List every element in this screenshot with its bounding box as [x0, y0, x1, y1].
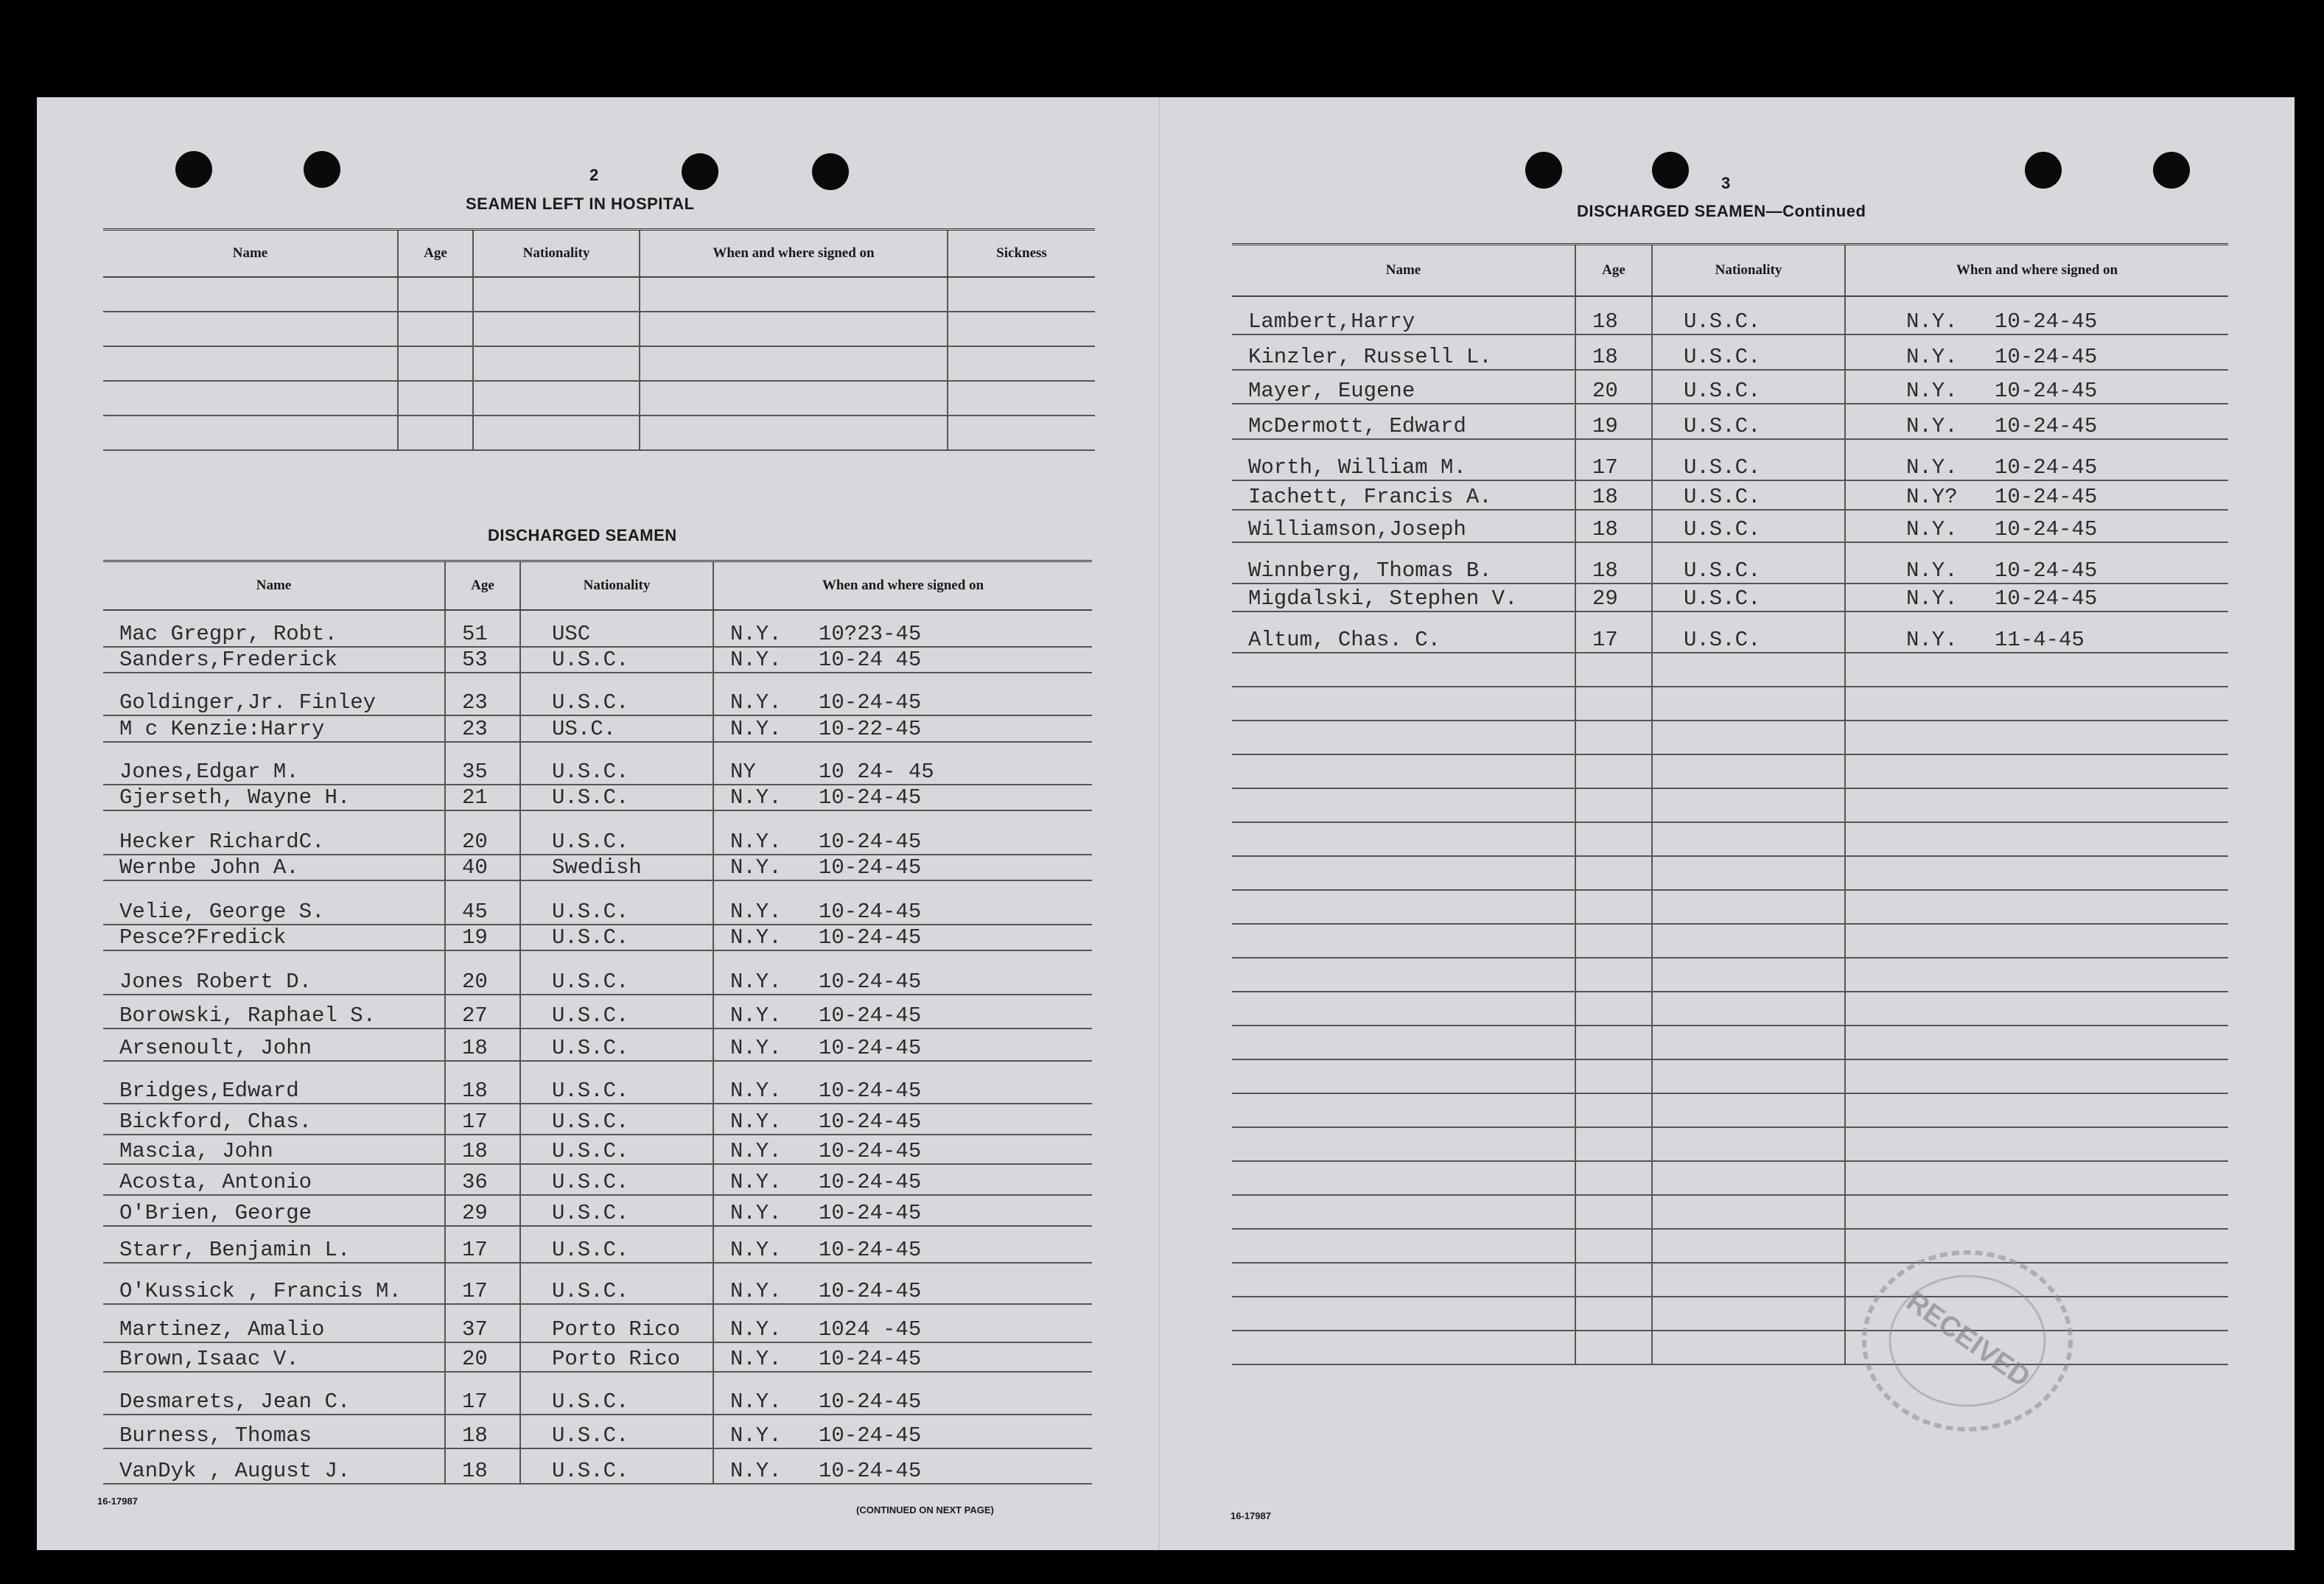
table-row — [1232, 687, 2228, 721]
seaman-signed-on: N.Y. 10?23-45 — [713, 610, 1092, 647]
seaman-nationality: U.S.C. — [520, 742, 713, 785]
table-row — [1232, 653, 2228, 687]
punch-hole — [682, 153, 718, 190]
seaman-nationality: U.S.C. — [1652, 296, 1845, 334]
col-header-sickness: Sickness — [948, 230, 1095, 277]
seaman-age: 17 — [445, 1104, 520, 1135]
table-row — [103, 1415, 1092, 1448]
seaman-name: Brown,Isaac V. — [103, 1342, 445, 1372]
table-row — [1232, 924, 2228, 958]
table-row — [1232, 1229, 2228, 1263]
table-row — [1232, 296, 2228, 334]
seaman-nationality: U.S.C. — [520, 1263, 713, 1304]
table-row — [103, 810, 1092, 855]
seaman-name: Burness, Thomas — [103, 1415, 445, 1448]
table-row — [103, 925, 1092, 950]
seaman-name: Iachett, Francis A. — [1232, 480, 1575, 510]
seaman-nationality: U.S.C. — [520, 1104, 713, 1135]
seaman-nationality: USC — [520, 610, 713, 647]
table-row — [103, 950, 1092, 995]
seaman-age: 21 — [445, 785, 520, 810]
seaman-age: 18 — [445, 1448, 520, 1484]
seaman-name: Migdalski, Stephen V. — [1232, 584, 1575, 611]
table-row — [1232, 439, 2228, 480]
seaman-signed-on: N.Y. 11-4-45 — [1845, 611, 2228, 653]
seaman-age: 23 — [445, 673, 520, 715]
seaman-age: 40 — [445, 855, 520, 880]
seaman-age: 20 — [1575, 370, 1652, 404]
seaman-nationality: U.S.C. — [520, 925, 713, 950]
seaman-signed-on: N.Y. 10-24-45 — [1845, 334, 2228, 370]
seaman-name: Sanders,Frederick — [103, 647, 445, 673]
seaman-name: Winnberg, Thomas B. — [1232, 542, 1575, 584]
seaman-nationality: U.S.C. — [1652, 370, 1845, 404]
seaman-signed-on: N.Y. 10-24-45 — [713, 785, 1092, 810]
table-row — [103, 715, 1092, 742]
table-row — [103, 1061, 1092, 1104]
seaman-signed-on: N.Y. 10-24-45 — [713, 1415, 1092, 1448]
seaman-signed-on: N.Y. 10-24-45 — [1845, 439, 2228, 480]
table-row — [103, 416, 1095, 450]
hospital-section-title: SEAMEN LEFT IN HOSPITAL — [466, 195, 695, 213]
table-row — [1232, 1127, 2228, 1161]
seaman-signed-on: N.Y. 10-24-45 — [713, 1195, 1092, 1226]
punch-hole — [175, 151, 212, 188]
seaman-nationality: U.S.C. — [1652, 334, 1845, 370]
seaman-nationality: Swedish — [520, 855, 713, 880]
table-row — [1232, 856, 2228, 890]
seaman-signed-on: N.Y. 10-24-45 — [713, 1226, 1092, 1263]
table-row — [103, 855, 1092, 880]
seaman-signed-on: N.Y. 10-24-45 — [1845, 542, 2228, 584]
seaman-age: 18 — [445, 1061, 520, 1104]
discharged-section-title: DISCHARGED SEAMEN — [488, 526, 677, 544]
col-header-age: Age — [445, 561, 520, 610]
table-row — [103, 742, 1092, 785]
seaman-name: VanDyk , August J. — [103, 1448, 445, 1484]
seaman-name: Borowski, Raphael S. — [103, 995, 445, 1028]
seaman-age: 27 — [445, 995, 520, 1028]
table-row — [103, 1195, 1092, 1226]
table-row — [103, 312, 1095, 346]
received-stamp — [1857, 1245, 2078, 1437]
seaman-nationality: U.S.C. — [1652, 510, 1845, 542]
table-row — [103, 673, 1092, 715]
seaman-signed-on: N.Y. 10-24-45 — [713, 1061, 1092, 1104]
table-row — [1232, 721, 2228, 754]
seaman-age: 18 — [1575, 542, 1652, 584]
seaman-nationality: U.S.C. — [520, 1164, 713, 1195]
seaman-nationality: U.S.C. — [520, 1372, 713, 1415]
table-row — [1232, 611, 2228, 653]
seaman-signed-on: N.Y. 10-24-45 — [713, 995, 1092, 1028]
seaman-signed-on: N.Y. 10-24-45 — [713, 925, 1092, 950]
seaman-signed-on: N.Y. 10-24-45 — [1845, 584, 2228, 611]
table-row — [1232, 958, 2228, 992]
seaman-signed-on: N.Y. 10-24-45 — [713, 810, 1092, 855]
col-header-signed-on: When and where signed on — [640, 230, 948, 277]
table-row — [1232, 1263, 2228, 1297]
table-row — [1232, 822, 2228, 856]
seaman-nationality: U.S.C. — [520, 1061, 713, 1104]
seaman-age: 18 — [445, 1135, 520, 1164]
seaman-signed-on: N.Y. 10-24-45 — [713, 880, 1092, 925]
seaman-name: Jones,Edgar M. — [103, 742, 445, 785]
col-header-age: Age — [1575, 245, 1652, 296]
seaman-age: 36 — [445, 1164, 520, 1195]
seaman-nationality: U.S.C. — [1652, 584, 1845, 611]
seaman-nationality: U.S.C. — [1652, 439, 1845, 480]
seaman-nationality: U.S.C. — [520, 950, 713, 995]
seaman-age: 17 — [1575, 611, 1652, 653]
seaman-name: Desmarets, Jean C. — [103, 1372, 445, 1415]
seaman-name: Mayer, Eugene — [1232, 370, 1575, 404]
form-number-left: 16-17987 — [97, 1496, 138, 1507]
col-header-name: Name — [103, 561, 445, 610]
table-row — [103, 880, 1092, 925]
table-row — [1232, 542, 2228, 584]
seaman-signed-on: N.Y. 10-24-45 — [713, 1028, 1092, 1061]
seaman-nationality: U.S.C. — [520, 785, 713, 810]
table-row — [1232, 404, 2228, 439]
form-number-right: 16-17987 — [1231, 1510, 1271, 1521]
table-row — [1232, 754, 2228, 788]
seaman-name: Martinez, Amalio — [103, 1304, 445, 1342]
table-row — [103, 346, 1095, 381]
discharged-continued-title: DISCHARGED SEAMEN—Continued — [1577, 202, 1866, 220]
seaman-name: Wernbe John A. — [103, 855, 445, 880]
table-row — [1232, 992, 2228, 1026]
seaman-signed-on: N.Y. 10-24-45 — [1845, 510, 2228, 542]
table-row — [1232, 1093, 2228, 1127]
col-header-name: Name — [103, 230, 398, 277]
seaman-age: 18 — [1575, 296, 1652, 334]
seaman-name: Velie, George S. — [103, 880, 445, 925]
seaman-age: 20 — [445, 810, 520, 855]
seaman-signed-on: N.Y. 10-24-45 — [1845, 370, 2228, 404]
seaman-signed-on: N.Y. 10-24-45 — [713, 1135, 1092, 1164]
table-row — [1232, 890, 2228, 924]
table-row — [1232, 370, 2228, 404]
seaman-age: 19 — [1575, 404, 1652, 439]
seaman-name: Lambert,Harry — [1232, 296, 1575, 334]
seaman-name: M c Kenzie:Harry — [103, 715, 445, 742]
table-row — [103, 277, 1095, 312]
seaman-age: 53 — [445, 647, 520, 673]
seaman-nationality: US.C. — [520, 715, 713, 742]
seaman-signed-on: N.Y. 10-24-45 — [713, 673, 1092, 715]
table-row — [1232, 1195, 2228, 1229]
seaman-age: 29 — [1575, 584, 1652, 611]
table-row — [103, 1164, 1092, 1195]
seaman-nationality: U.S.C. — [520, 1226, 713, 1263]
continued-note: (CONTINUED ON NEXT PAGE) — [856, 1504, 994, 1515]
col-header-nationality: Nationality — [1652, 245, 1845, 296]
seaman-name: Acosta, Antonio — [103, 1164, 445, 1195]
punch-hole — [1652, 152, 1689, 189]
seaman-name: Mac Gregpr, Robt. — [103, 610, 445, 647]
table-row — [1232, 1059, 2228, 1093]
page-fold — [1158, 97, 1160, 1550]
discharged-continued-table — [1232, 243, 2228, 1365]
seaman-age: 20 — [445, 1342, 520, 1372]
table-row — [1232, 1161, 2228, 1195]
seaman-age: 18 — [445, 1028, 520, 1061]
col-header-nationality: Nationality — [520, 561, 713, 610]
seaman-age: 35 — [445, 742, 520, 785]
seaman-age: 23 — [445, 715, 520, 742]
table-row — [1232, 1026, 2228, 1059]
seaman-signed-on: N.Y. 10-24-45 — [713, 950, 1092, 995]
seaman-name: Jones Robert D. — [103, 950, 445, 995]
seaman-age: 29 — [445, 1195, 520, 1226]
seaman-nationality: Porto Rico — [520, 1342, 713, 1372]
seaman-nationality: U.S.C. — [520, 810, 713, 855]
seaman-name: Gjerseth, Wayne H. — [103, 785, 445, 810]
seaman-age: 17 — [445, 1226, 520, 1263]
seaman-nationality: U.S.C. — [520, 880, 713, 925]
seaman-signed-on: N.Y? 10-24-45 — [1845, 480, 2228, 510]
seaman-nationality: U.S.C. — [520, 1448, 713, 1484]
seaman-nationality: U.S.C. — [520, 647, 713, 673]
seaman-name: Arsenoult, John — [103, 1028, 445, 1061]
table-row — [103, 1304, 1092, 1342]
hospital-table — [103, 228, 1095, 451]
table-row — [1232, 584, 2228, 611]
punch-hole — [304, 151, 340, 188]
page-number-left: 2 — [589, 166, 599, 184]
seaman-name: O'Kussick , Francis M. — [103, 1263, 445, 1304]
seaman-name: Kinzler, Russell L. — [1232, 334, 1575, 370]
seaman-signed-on: N.Y. 10-24-45 — [1845, 296, 2228, 334]
col-header-name: Name — [1232, 245, 1575, 296]
table-row — [1232, 1297, 2228, 1331]
seaman-nationality: U.S.C. — [520, 1028, 713, 1061]
seaman-signed-on: N.Y. 10-24-45 — [713, 1448, 1092, 1484]
punch-hole — [2025, 152, 2062, 189]
seaman-signed-on: N.Y. 10-24 45 — [713, 647, 1092, 673]
table-row — [1232, 1331, 2228, 1364]
seaman-age: 17 — [1575, 439, 1652, 480]
seaman-signed-on: N.Y. 10-24-45 — [713, 1263, 1092, 1304]
seaman-name: Bridges,Edward — [103, 1061, 445, 1104]
seaman-age: 17 — [445, 1263, 520, 1304]
table-row — [103, 1342, 1092, 1372]
seaman-name: Altum, Chas. C. — [1232, 611, 1575, 653]
seaman-signed-on: N.Y. 10-24-45 — [1845, 404, 2228, 439]
table-row — [103, 995, 1092, 1028]
seaman-nationality: U.S.C. — [1652, 611, 1845, 653]
seaman-name: Mascia, John — [103, 1135, 445, 1164]
col-header-nationality: Nationality — [473, 230, 640, 277]
seaman-name: O'Brien, George — [103, 1195, 445, 1226]
seaman-signed-on: N.Y. 10-24-45 — [713, 855, 1092, 880]
seaman-age: 18 — [445, 1415, 520, 1448]
col-header-signed-on: When and where signed on — [713, 561, 1092, 610]
table-row — [1232, 480, 2228, 510]
seaman-signed-on: NY 10 24- 45 — [713, 742, 1092, 785]
seaman-age: 18 — [1575, 510, 1652, 542]
seaman-signed-on: N.Y. 10-24-45 — [713, 1372, 1092, 1415]
seaman-name: Worth, William M. — [1232, 439, 1575, 480]
table-row — [1232, 510, 2228, 542]
seaman-age: 18 — [1575, 480, 1652, 510]
seaman-age: 20 — [445, 950, 520, 995]
seaman-age: 18 — [1575, 334, 1652, 370]
seaman-signed-on: N.Y. 10-24-45 — [713, 1104, 1092, 1135]
table-row — [103, 785, 1092, 810]
punch-hole — [2153, 152, 2190, 189]
seaman-signed-on: N.Y. 10-24-45 — [713, 1342, 1092, 1372]
table-row — [103, 1135, 1092, 1164]
table-row — [103, 1372, 1092, 1415]
page-number-right: 3 — [1721, 174, 1731, 192]
table-row — [103, 1226, 1092, 1263]
table-row — [103, 647, 1092, 673]
seaman-name: McDermott, Edward — [1232, 404, 1575, 439]
seaman-signed-on: N.Y. 1024 -45 — [713, 1304, 1092, 1342]
seaman-name: Bickford, Chas. — [103, 1104, 445, 1135]
seaman-signed-on: N.Y. 10-22-45 — [713, 715, 1092, 742]
seaman-name: Starr, Benjamin L. — [103, 1226, 445, 1263]
seaman-nationality: U.S.C. — [520, 1195, 713, 1226]
table-row — [103, 1263, 1092, 1304]
seaman-name: Goldinger,Jr. Finley — [103, 673, 445, 715]
seaman-name: Hecker RichardC. — [103, 810, 445, 855]
col-header-signed-on: When and where signed on — [1845, 245, 2228, 296]
punch-hole — [1525, 152, 1562, 189]
seaman-nationality: U.S.C. — [520, 1415, 713, 1448]
seaman-nationality: U.S.C. — [520, 995, 713, 1028]
seaman-nationality: U.S.C. — [520, 673, 713, 715]
stamp-text: RECEIVED — [1900, 1286, 2036, 1394]
table-row — [103, 610, 1092, 647]
col-header-age: Age — [398, 230, 473, 277]
table-row — [1232, 788, 2228, 822]
table-row — [103, 1028, 1092, 1061]
discharged-table — [103, 560, 1092, 1485]
seaman-age: 51 — [445, 610, 520, 647]
table-row — [103, 381, 1095, 416]
seaman-age: 37 — [445, 1304, 520, 1342]
punch-hole — [812, 153, 849, 190]
seaman-nationality: Porto Rico — [520, 1304, 713, 1342]
seaman-name: Pesce?Fredick — [103, 925, 445, 950]
seaman-nationality: U.S.C. — [1652, 480, 1845, 510]
table-row — [103, 1448, 1092, 1484]
table-row — [103, 1104, 1092, 1135]
seaman-age: 17 — [445, 1372, 520, 1415]
table-row — [1232, 334, 2228, 370]
seaman-age: 45 — [445, 880, 520, 925]
seaman-nationality: U.S.C. — [520, 1135, 713, 1164]
seaman-name: Williamson,Joseph — [1232, 510, 1575, 542]
seaman-age: 19 — [445, 925, 520, 950]
seaman-signed-on: N.Y. 10-24-45 — [713, 1164, 1092, 1195]
seaman-nationality: U.S.C. — [1652, 404, 1845, 439]
seaman-nationality: U.S.C. — [1652, 542, 1845, 584]
